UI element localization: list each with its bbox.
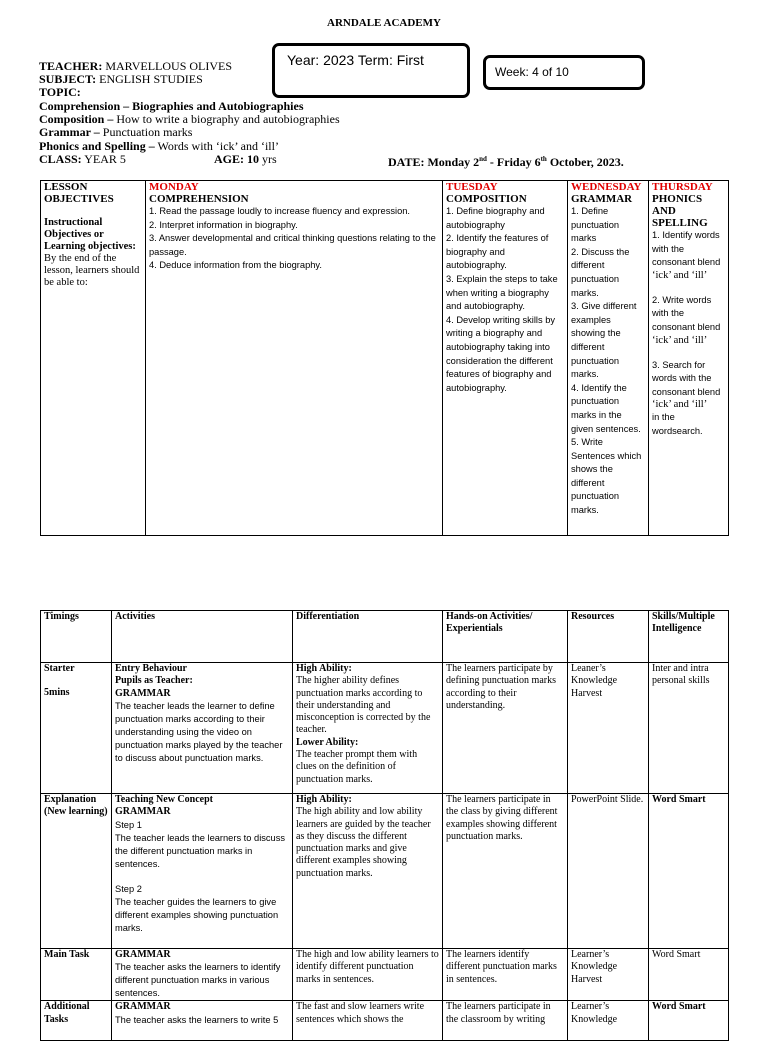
explanation-row xyxy=(41,794,729,949)
main-task-row xyxy=(41,949,729,1001)
monday-subject-title: COMPREHENSION xyxy=(149,193,249,205)
wednesday-subject-title: GRAMMAR xyxy=(571,193,633,205)
starter-time: 5mins xyxy=(44,687,70,699)
explanation-resources-cell: PowerPoint Slide. xyxy=(568,794,649,949)
tuesday-objective: 1. Define biography and autobiography xyxy=(446,206,545,230)
explanation-hands-on-cell: The learners participate in the class by giving different examples showing different punctuation marks. xyxy=(443,794,568,949)
thursday-objective: 3. Search for words with the consonant blend xyxy=(652,359,721,397)
thursday-day-label: THURSDAY xyxy=(652,181,713,193)
starter-activity-text: The teacher leads the learner to define punctuation marks according to their understanding using the video on punctuation marks played by the teacher to discuss about punctuation marks. xyxy=(115,700,283,763)
date-suffix-2: th xyxy=(540,155,547,163)
wednesday-objective: 2. Discuss the different punctuation marks. xyxy=(571,246,630,298)
wednesday-objective: 1. Define punctuation marks xyxy=(571,206,620,244)
monday-day-label: MONDAY xyxy=(149,181,199,193)
teaching-new-concept-label: Teaching New Concept xyxy=(115,794,213,805)
high-ability-label: High Ability: xyxy=(296,794,352,805)
date-line xyxy=(388,153,624,169)
monday-objective: 3. Answer developmental and critical thinking questions relating to the passage. xyxy=(149,233,436,257)
monday-objective: 1. Read the passage loudly to increase fluency and expression. xyxy=(149,206,410,216)
age-line xyxy=(214,153,277,166)
starter-hands-on-cell: The learners participate by defining punctuation marks according to their understanding. xyxy=(443,663,568,794)
header-hands-on: Hands-on Activities/ Experientials xyxy=(443,611,568,663)
step-2-label: Step 2 xyxy=(115,883,142,894)
main-task-differentiation-cell: The high and low ability learners to identify different punctuation marks in sentences. xyxy=(293,949,443,1001)
instructional-objectives-label: Instructional Objectives or Learning objectives: xyxy=(44,217,136,252)
grammar-label: GRAMMAR xyxy=(115,1001,171,1013)
step-2-text: The teacher guides the learners to give different examples showing punctuation marks. xyxy=(115,896,279,933)
objectives-row xyxy=(41,181,729,536)
school-name: ARNDALE ACADEMY xyxy=(327,17,441,29)
monday-cell xyxy=(146,181,443,536)
tuesday-day-label: TUESDAY xyxy=(446,181,498,193)
grammar-label: GRAMMAR xyxy=(115,806,171,818)
class-label: CLASS: xyxy=(39,152,82,166)
starter-activities-cell xyxy=(112,663,293,794)
header-differentiation: Differentiation xyxy=(293,611,443,663)
additional-tasks-resources-cell: Learner’s Knowledge xyxy=(568,1001,649,1041)
thursday-blend: ‘ick’ and ‘ill’ xyxy=(652,269,708,281)
lesson-objectives-heading: LESSON OBJECTIVES xyxy=(44,181,114,205)
class-value: YEAR 5 xyxy=(84,152,126,166)
step-1-text: The teacher leads the learners to discuss the different punctuation marks in sentences. xyxy=(115,832,286,869)
starter-row xyxy=(41,663,729,794)
teacher-label: TEACHER: xyxy=(39,59,103,73)
main-task-text: The teacher asks the learners to identify different punctuation marks in various sentences. xyxy=(115,962,281,999)
phonics-label: Phonics and Spelling – xyxy=(39,139,155,153)
additional-tasks-hands-on-cell: The learners participate in the classroom by writing xyxy=(443,1001,568,1041)
monday-objective: 2. Interpret information in biography. xyxy=(149,219,298,230)
tuesday-cell xyxy=(443,181,568,536)
date-end: October, 2023. xyxy=(546,155,624,169)
starter-resources-cell: Leaner’s Knowledge Harvest xyxy=(568,663,649,794)
wednesday-objective: 5. Write Sentences which shows the different punctuation marks. xyxy=(571,437,642,516)
monday-objective: 4. Deduce information from the biography. xyxy=(149,260,322,271)
step-1-label: Step 1 xyxy=(115,819,142,830)
high-ability-label: High Ability: xyxy=(296,663,352,674)
header-timings: Timings xyxy=(41,611,112,663)
tuesday-objective: 3. Explain the steps to take when writing a biography and autobiography. xyxy=(446,273,558,312)
main-task-skills-cell: Word Smart xyxy=(649,949,729,1001)
thursday-objective: in the wordsearch. xyxy=(652,412,703,436)
phonics-value: Words with ‘ick’ and ‘ill’ xyxy=(157,139,279,153)
header-skills: Skills/Multiple Intelligence xyxy=(649,611,729,663)
explanation-timing-cell: Explanation (New learning) xyxy=(41,794,112,949)
subject-value: ENGLISH STUDIES xyxy=(99,72,203,86)
objectives-table xyxy=(40,180,729,536)
explanation-differentiation-cell xyxy=(293,794,443,949)
wednesday-objective: 4. Identify the punctuation marks in the given sentences. xyxy=(571,382,641,434)
grammar-line xyxy=(39,126,192,139)
teacher-name: MARVELLOUS OLIVES xyxy=(105,59,233,73)
thursday-blend: ‘ick’ and ‘ill’ xyxy=(652,399,708,411)
explanation-skills-cell: Word Smart xyxy=(649,794,729,949)
additional-tasks-timing-cell: Additional Tasks xyxy=(41,1001,112,1041)
grammar-label: GRAMMAR xyxy=(115,687,171,699)
tuesday-objective: 2. Identify the features of biography and autobiography. xyxy=(446,233,549,271)
high-ability-text: The higher ability defines punctuation marks according to their understanding and misconception is corrected by the teacher. xyxy=(296,675,431,736)
explanation-differentiation-text: The high ability and low ability learners are guided by the teacher as they discuss the different punctuation marks and give different examples showing punctuation marks. xyxy=(296,806,431,879)
objectives-label-cell xyxy=(41,181,146,536)
by-end-of-lesson-text: By the end of the lesson, learners should be able to: xyxy=(44,253,140,288)
week-text: Week: 4 of 10 xyxy=(495,65,569,79)
additional-tasks-activities-cell xyxy=(112,1001,293,1041)
tuesday-subject-title: COMPOSITION xyxy=(446,193,527,205)
class-line xyxy=(39,153,126,166)
topic-label: TOPIC: xyxy=(39,85,81,99)
main-task-timing-cell: Main Task xyxy=(41,949,112,1001)
entry-behaviour-label: Entry Behaviour xyxy=(115,663,187,674)
date-suffix-1: nd xyxy=(479,155,487,163)
week-box xyxy=(483,55,645,90)
wednesday-day-label: WEDNESDAY xyxy=(571,181,642,193)
starter-skills-cell: Inter and intra personal skills xyxy=(649,663,729,794)
wednesday-cell xyxy=(568,181,649,536)
additional-tasks-skills-cell: Word Smart xyxy=(649,1001,729,1041)
date-start: DATE: Monday 2 xyxy=(388,155,480,169)
grammar-label: GRAMMAR xyxy=(115,949,171,960)
thursday-objective: 1. Identify words with the consonant blend xyxy=(652,230,721,268)
composition-value: How to write a biography and autobiographies xyxy=(116,112,340,126)
lesson-plan-table xyxy=(40,610,729,1041)
age-unit: yrs xyxy=(262,152,277,166)
wednesday-objective: 3. Give different examples showing the different punctuation marks. xyxy=(571,301,637,380)
starter-timing-cell xyxy=(41,663,112,794)
additional-tasks-differentiation-cell: The fast and slow learners write sentences which shows the xyxy=(293,1001,443,1041)
composition-label: Composition – xyxy=(39,112,114,126)
explanation-activities-cell xyxy=(112,794,293,949)
starter-label: Starter xyxy=(44,663,75,674)
comprehension-topic: Comprehension – Biographies and Autobiographies xyxy=(39,99,304,113)
tuesday-objective: 4. Develop writing skills by writing a biography and autobiography taking into consideration the different features of biography and autobiography. xyxy=(446,314,556,393)
main-task-resources-cell: Learner’s Knowledge Harvest xyxy=(568,949,649,1001)
plan-header-row xyxy=(41,611,729,663)
lower-ability-label: Lower Ability: xyxy=(296,736,359,748)
thursday-objective: 2. Write words with the consonant blend xyxy=(652,294,721,332)
pupils-as-teacher-label: Pupils as Teacher: xyxy=(115,675,193,687)
main-task-activities-cell xyxy=(112,949,293,1001)
thursday-blend: ‘ick’ and ‘ill’ xyxy=(652,334,708,346)
subject-label: SUBJECT: xyxy=(39,72,97,86)
age-label: AGE: 10 xyxy=(214,152,259,166)
grammar-value: Punctuation marks xyxy=(102,125,193,139)
starter-differentiation-cell xyxy=(293,663,443,794)
date-middle: - Friday 6 xyxy=(486,155,541,169)
main-task-hands-on-cell: The learners identify different punctuation marks in sentences. xyxy=(443,949,568,1001)
year-term-box xyxy=(272,43,470,98)
additional-task-text: The teacher asks the learners to write 5 xyxy=(115,1014,279,1025)
additional-tasks-row xyxy=(41,1001,729,1041)
grammar-label: Grammar – xyxy=(39,125,100,139)
header-activities: Activities xyxy=(112,611,293,663)
header-resources: Resources xyxy=(568,611,649,663)
lower-ability-text: The teacher prompt them with clues on the definition of punctuation marks. xyxy=(296,749,418,785)
thursday-subject-title: PHONICS AND SPELLING xyxy=(652,193,708,229)
thursday-cell xyxy=(649,181,729,536)
year-term-text: Year: 2023 Term: First xyxy=(287,52,424,68)
